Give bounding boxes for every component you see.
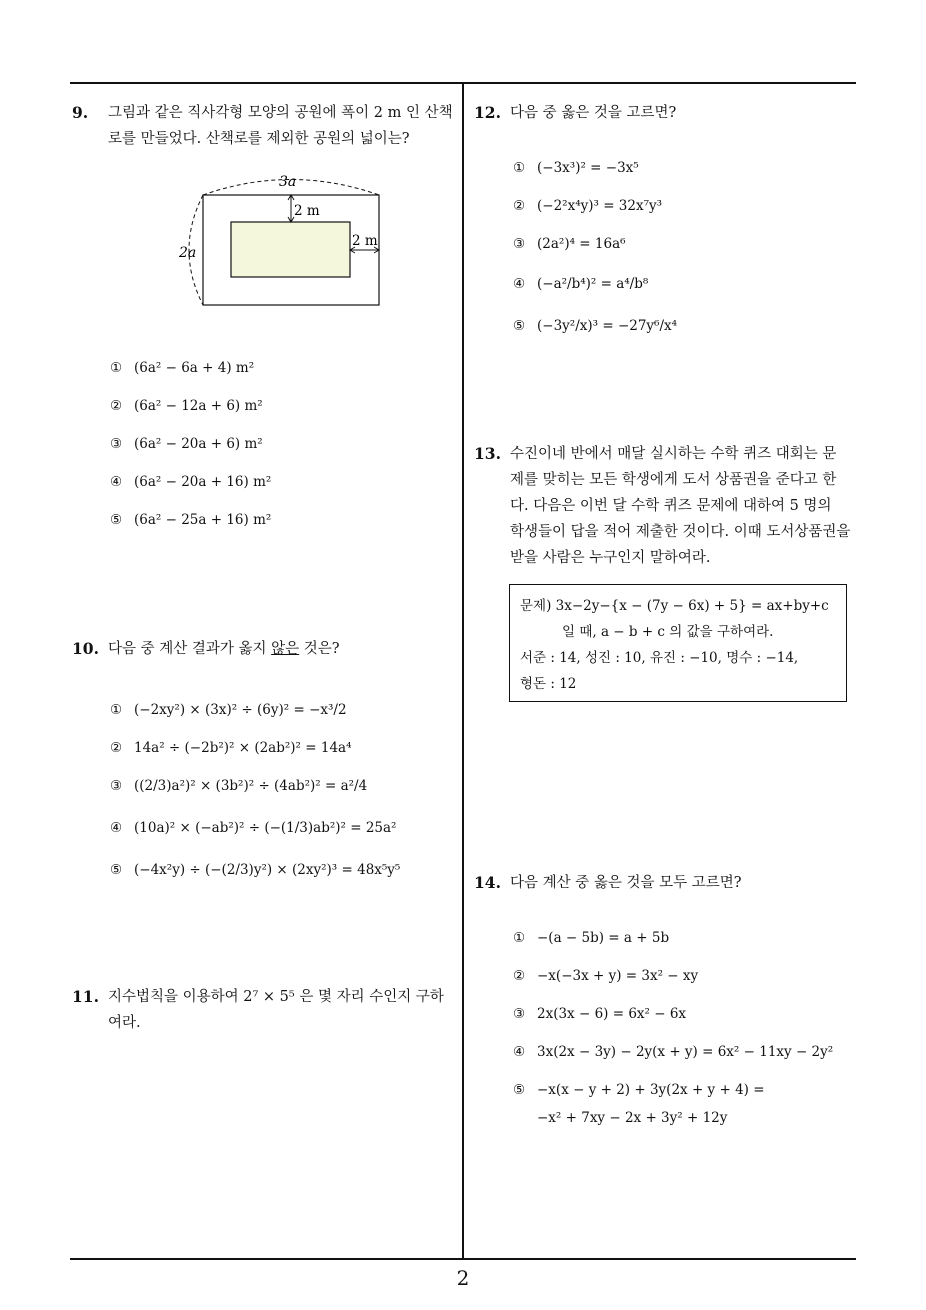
question-number: 14. [474,873,501,892]
answer-option[interactable]: ③ (2a²)⁴ = 16a⁶ [513,236,626,252]
answer-option[interactable]: ② (6a² − 12a + 6) m² [110,398,263,414]
answer-option[interactable]: ⑤ (6a² − 25a + 16) m² [110,512,272,528]
question-13 [474,441,864,571]
answer-option[interactable]: ② 14a² ÷ (−2b²)² × (2ab²)² = 14a⁴ [110,740,352,756]
path-top-label: 2 m [294,203,320,219]
height-label: 2a [179,245,197,261]
question-number: 13. [474,444,501,463]
question-text: 다음 중 옳은 것을 고르면? [510,105,677,121]
path-right-label: 2 m [352,233,378,249]
problem-box [509,584,847,702]
underlined-word: 않은 [271,641,300,657]
answer-option[interactable]: ③ (6a² − 20a + 6) m² [110,436,263,452]
question-text [108,100,462,152]
question-10 [72,636,462,662]
question-12 [474,100,859,126]
answer-option[interactable]: ⑤ −x(x − y + 2) + 3y(2x + y + 4) = [513,1082,765,1098]
answer-option[interactable]: ④ (−a²/b⁴)² = a⁴/b⁸ [513,276,649,292]
answer-option[interactable]: ④ (6a² − 20a + 16) m² [110,474,272,490]
bottom-rule [70,1258,856,1260]
answer-option[interactable]: ③ ((2/3)a²)² × (3b²)² ÷ (4ab²)² = a²/4 [110,778,368,794]
question-text-line: 다. 다음은 이번 달 수학 퀴즈 문제에 대하여 5 명의 [510,498,832,514]
question-text-line: 받을 사람은 누구인지 말하여라. [510,550,711,566]
answer-option[interactable]: ① (−2xy²) × (3x)² ÷ (6y)² = −x³/2 [110,702,347,718]
answer-option[interactable]: ④ 3x(2x − 3y) − 2y(x + y) = 6x² − 11xy − 2y² [513,1044,834,1060]
question-number: 12. [474,103,501,122]
question-text-line: 학생들이 답을 적어 제출한 것이다. 이때 도서상품권을 [510,524,851,540]
column-divider [462,82,464,1259]
question-14 [474,870,859,896]
box-line: 문제) 3x−2y−{x − (7y − 6x) + 5} = ax+by+c [520,598,829,614]
question-text: 다음 중 계산 결과가 옳지 않은 것은? [108,641,340,657]
answer-option[interactable]: ③ 2x(3x − 6) = 6x² − 6x [513,1006,687,1022]
width-label: 3a [279,174,297,190]
question-text [510,441,864,571]
box-line: 일 때, a − b + c 의 값을 구하여라. [562,624,774,640]
question-text: 다음 계산 중 옳은 것을 모두 고르면? [510,875,742,891]
park-figure [170,168,410,318]
question-text-line: 로를 만들었다. 산책로를 제외한 공원의 넓이는? [108,131,410,147]
answer-option[interactable]: ② −x(−3x + y) = 3x² − xy [513,968,699,984]
answer-option-continuation: −x² + 7xy − 2x + 3y² + 12y [537,1110,728,1126]
question-text-line: 지수법칙을 이용하여 2⁷ × 5⁵ 은 몇 자리 수인지 구하 [108,989,444,1005]
answer-option[interactable]: ④ (10a)² × (−ab²)² ÷ (−(1/3)ab²)² = 25a² [110,820,397,836]
box-line: 서준 : 14, 성진 : 10, 유진 : −10, 명수 : −14, [520,650,799,666]
question-text-line: 제를 맞히는 모든 학생에게 도서 상품권을 준다고 한 [510,472,837,488]
question-number: 10. [72,639,99,658]
answer-option[interactable]: ① (6a² − 6a + 4) m² [110,360,255,376]
question-number: 11. [72,987,99,1006]
question-9 [72,100,462,152]
answer-option[interactable]: ① −(a − 5b) = a + 5b [513,930,670,946]
question-text-line: 그림과 같은 직사각형 모양의 공원에 폭이 2 m 인 산책 [108,105,453,121]
answer-option[interactable]: ⑤ (−3y²/x)³ = −27y⁶/x⁴ [513,318,678,334]
park-inner-rect [231,222,350,277]
question-text-line: 수진이네 반에서 매달 실시하는 수학 퀴즈 대회는 문 [510,446,837,462]
question-text [108,984,462,1036]
question-11 [72,984,462,1036]
answer-option[interactable]: ① (−3x³)² = −3x⁵ [513,160,639,176]
answer-option[interactable]: ② (−2²x⁴y)³ = 32x⁷y³ [513,198,663,214]
question-number: 9. [72,103,89,122]
question-text-line: 여라. [108,1015,141,1031]
box-line: 형돈 : 12 [520,676,577,692]
page-number: 2 [456,1266,470,1290]
answer-option[interactable]: ⑤ (−4x²y) ÷ (−(2/3)y²) × (2xy²)³ = 48x⁵y⁵ [110,862,401,878]
